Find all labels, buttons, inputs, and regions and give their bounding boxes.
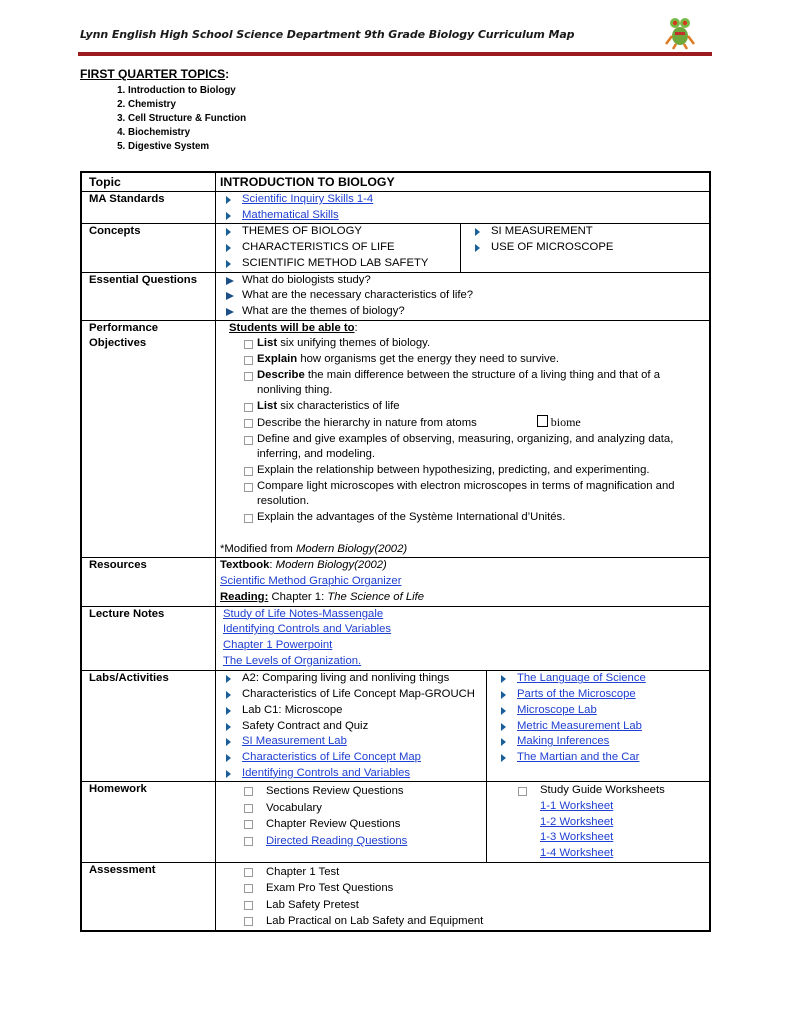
table-row [81,224,710,272]
concepts-cell [216,224,711,272]
list-item: Characteristics of Life Concept Map-GROUCH [242,687,486,703]
worksheet-link[interactable]: 1-2 Worksheet [540,815,614,828]
list-item: THEMES OF BIOLOGY [242,224,460,240]
table-row [81,192,710,224]
list-item: SI MEASUREMENT [491,224,705,240]
row-label: Lecture Notes [81,606,216,671]
document-header-title: Lynn English High School Science Department 9th Grade Biology Curriculum Map [80,28,575,41]
lab-link[interactable]: The Language of Science [517,672,646,685]
list-item: Study Guide Worksheets [540,783,705,799]
graphic-organizer-link[interactable]: Scientific Method Graphic Organizer [220,575,402,588]
list-item: USE OF MICROSCOPE [491,240,705,256]
table-row [81,671,710,782]
list-item: Explain the advantages of the Système International d’Unités. [257,510,697,526]
lecture-link[interactable]: Identifying Controls and Variables [223,623,392,636]
list-item: Explain the relationship between hypothesizing, predicting, and experimenting. [257,463,697,479]
questions-cell [216,272,711,320]
row-label: MA Standards [81,192,216,224]
row-label: Labs/Activities [81,671,216,782]
frog-mascot-icon [664,14,696,50]
list-item: What are the necessary characteristics of life? [242,288,705,304]
lab-link[interactable]: Microscope Lab [517,703,597,716]
list-item: List six unifying themes of biology. [257,336,697,352]
table-row [81,782,710,863]
objectives-note: *Modified from Modern Biology(2002) [220,542,408,555]
lab-link[interactable]: Parts of the Microscope [517,688,636,701]
table-row [81,862,710,931]
lab-link[interactable]: SI Measurement Lab [242,735,347,748]
list-item: Compare light microscopes with electron microscopes in terms of magnification and resolution. [257,479,697,510]
lab-link[interactable]: The Martian and the Car [517,750,640,763]
row-label: Topic [81,172,216,192]
assessment-cell [216,862,711,931]
worksheet-link[interactable]: 1-1 Worksheet [540,800,614,813]
topic-value: INTRODUCTION TO BIOLOGY [216,172,711,192]
lab-link[interactable]: Characteristics of Life Concept Map [242,750,421,763]
resources-cell [216,558,711,606]
biome-term: biome [537,415,581,429]
row-label: Resources [81,558,216,606]
row-label: Essential Questions [81,272,216,320]
table-row [81,606,710,671]
list-item: Safety Contract and Quiz [242,719,486,735]
table-row [81,172,710,192]
list-item: Lab Practical on Lab Safety and Equipment [266,913,705,930]
list-item: 2. Chemistry [128,98,246,112]
list-item: Describe the main difference between the structure of a living thing and that of a nonliving thing. [257,368,697,399]
lecture-link[interactable]: Chapter 1 Powerpoint [223,638,333,651]
reading-line: Reading: Chapter 1: The Science of Life [220,590,425,603]
list-item: Vocabulary [266,800,486,817]
labs-cell [216,671,711,782]
lecture-link[interactable]: The Levels of Organization. [223,654,362,667]
lecture-link[interactable]: Study of Life Notes-Massengale [223,607,384,620]
list-item: 4. Biochemistry [128,126,246,140]
quarter-heading: FIRST QUARTER TOPICS: [80,67,230,81]
homework-cell [216,782,711,863]
row-label: Performance Objectives [81,320,216,558]
header-divider [78,52,712,56]
objectives-intro: Students will be able to: [229,321,358,334]
lecture-cell [216,606,711,671]
worksheet-link[interactable]: 1-3 Worksheet [540,831,614,844]
list-item: CHARACTERISTICS OF LIFE [242,240,460,256]
list-item: 3. Cell Structure & Function [128,112,246,126]
list-item: Exam Pro Test Questions [266,880,705,897]
list-item: Explain how organisms get the energy they need to survive. [257,352,697,368]
standard-link[interactable]: Mathematical Skills [242,208,339,221]
table-row [81,320,710,558]
list-item: Describe the hierarchy in nature from atoms biome [257,415,697,432]
list-item: 5. Digestive System [128,140,246,154]
lab-link[interactable]: Making Inferences [517,735,610,748]
list-item: What do biologists study? [242,273,705,289]
topic-list [110,84,246,154]
textbook-line: Textbook: Modern Biology(2002) [220,559,387,572]
table-row [81,558,710,606]
list-item: 1. Introduction to Biology [128,84,246,98]
list-item: SCIENTIFIC METHOD LAB SAFETY [242,256,460,272]
curriculum-table [80,171,711,932]
row-label: Concepts [81,224,216,272]
list-item: What are the themes of biology? [242,304,705,320]
list-item: Lab Safety Pretest [266,897,705,914]
list-item: Chapter 1 Test [266,864,705,881]
table-row [81,272,710,320]
objectives-cell [216,320,711,558]
row-label: Homework [81,782,216,863]
list-item: Chapter Review Questions [266,816,486,833]
standards-cell [216,192,711,224]
list-item: List six characteristics of life [257,399,697,415]
list-item: Define and give examples of observing, measuring, organizing, and analyzing data, inferring, and modeling. [257,432,697,463]
worksheet-link[interactable]: 1-4 Worksheet [540,847,614,860]
list-item: Lab C1: Microscope [242,703,486,719]
lab-link[interactable]: Metric Measurement Lab [517,719,642,732]
list-item: A2: Comparing living and nonliving things [242,671,486,687]
homework-link[interactable]: Directed Reading Questions [266,834,408,847]
list-item: Sections Review Questions [266,783,486,800]
standard-link[interactable]: Scientific Inquiry Skills 1-4 [242,193,374,205]
lab-link[interactable]: Identifying Controls and Variables [242,766,411,779]
row-label: Assessment [81,862,216,931]
